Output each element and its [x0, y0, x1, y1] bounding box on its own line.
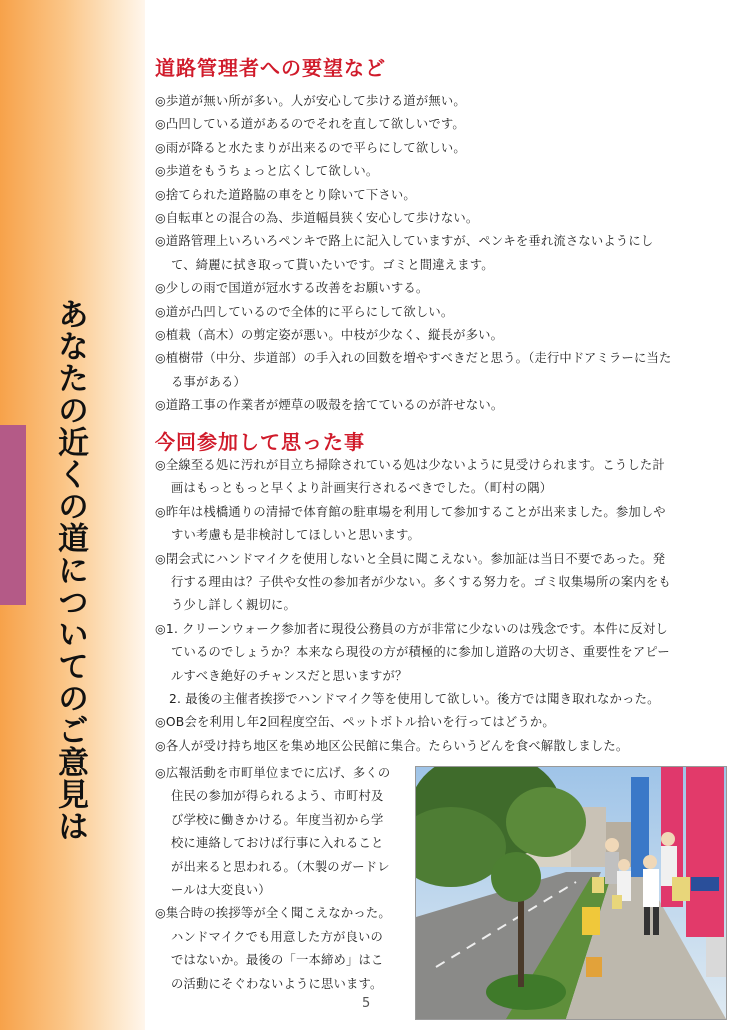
- list-item: ◎広報活動を市町単位までに広げ、多くの住民の参加が得られるよう、市町村及び学校に働きかける。年度当初から学校に連絡しておけば行事に入れることが出来ると思われる。（木製のガードレールは大変良い）: [155, 766, 391, 898]
- impressions-list-narrow: [155, 762, 393, 996]
- list-item: ◎全線至る処に汚れが目立ち掃除されている処は少ないように見受けられます。こうした計画はもっともっと早くより計画実行されるべきでした。（町村の隅）: [155, 458, 665, 496]
- list-item: ◎少しの雨で国道が冠水する改善をお願いする。: [155, 281, 429, 296]
- impressions-list: [155, 454, 673, 758]
- list-item: ◎凸凹している道があるのでそれを直して欲しいです。: [155, 117, 465, 132]
- page-number: 5: [362, 996, 371, 1011]
- list-item: ◎集合時の挨拶等が全く聞こえなかった。ハンドマイクでも用意した方が良いのではないか。最後の「一本締め」はこの活動にそぐわないように思います。: [155, 906, 391, 991]
- list-item: ◎植栽（高木）の剪定姿が悪い。中枝が少なく、縦長が多い。: [155, 328, 504, 343]
- list-item: ◎OB会を利用し年2回程度空缶、ペットボトル拾いを行ってはどうか。: [155, 715, 555, 730]
- list-item: ◎歩道をもうちょっと広くして欲しい。: [155, 164, 379, 179]
- list-item: ◎道が凸凹しているので全体的に平らにして欲しい。: [155, 304, 454, 319]
- section-heading-impressions: 今回参加して思った事: [155, 430, 365, 454]
- requests-list: [155, 90, 673, 418]
- list-item: ◎捨てられた道路脇の車をとり除いて下さい。: [155, 187, 416, 202]
- list-item: ◎道路工事の作業者が煙草の吸殻を捨てているのが許せない。: [155, 398, 504, 413]
- list-item: ◎雨が降ると水たまりが出来るので平らにして欲しい。: [155, 140, 466, 155]
- sidebar-tab-marker: [0, 425, 26, 605]
- list-item: ◎1. クリーンウォーク参加者に現役公務員の方が非常に少ないのは残念です。本件に反対しているのでしょうか？本来なら現役の方が積極的に参加し道路の大切さ、重要性をアピールすべき絶好のチャンスだと思いますが？: [155, 621, 670, 683]
- list-item: ◎昨年は桟橋通りの清掃で体育館の駐車場を利用して参加することが出来ました。参加しやすい考慮も是非検討してほしいと思います。: [155, 504, 666, 543]
- list-item: 2. 最後の主催者挨拶でハンドマイク等を使用して欲しい。後方では聞き取れなかった。: [169, 692, 660, 707]
- list-item: ◎道路管理上いろいろペンキで路上に記入していますが、ペンキを垂れ流さないようにして、綺麗に拭き取って貰いたいです。ゴミと間違えます。: [155, 234, 654, 272]
- list-item: ◎歩道が無い所が多い。人が安心して歩ける道が無い。: [155, 94, 466, 108]
- section-heading-requests: 道路管理者への要望など: [155, 56, 386, 80]
- cleanup-photo: [415, 766, 727, 1020]
- list-item: ◎自転車との混合の為、歩道幅員狭く安心して歩けない。: [155, 211, 479, 226]
- list-item: ◎各人が受け持ち地区を集め地区公民館に集合。たらいうどんを食べ解散しました。: [155, 738, 629, 753]
- list-item: ◎植樹帯（中分、歩道部）の手入れの回数を増やすべきだと思う。（走行中ドアミラーに当たる事がある）: [155, 351, 672, 389]
- list-item: ◎閉会式にハンドマイクを使用しないと全員に聞こえない。参加証は当日不要であった。発行する理由は？子供や女性の参加者が少ない。多くする努力を。ゴミ収集場所の案内をもう少し詳しく親切に。: [155, 551, 671, 613]
- vertical-title: あなたの近くの道についてのご意見は: [52, 298, 88, 842]
